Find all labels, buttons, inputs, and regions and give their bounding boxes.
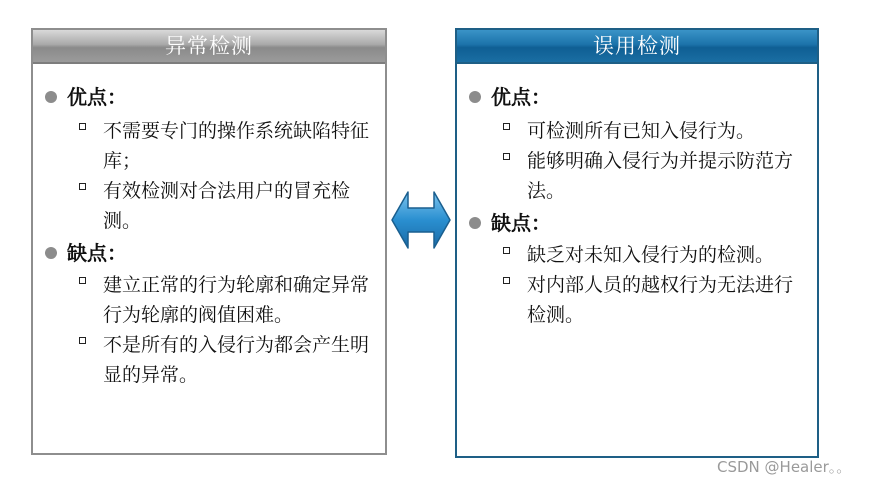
- misuse-cons-item: 对内部人员的越权行为无法进行检测。: [527, 270, 807, 330]
- bullet-dot-icon: [45, 91, 57, 103]
- misuse-pros-heading: 优点：: [469, 82, 817, 112]
- square-bullet-icon: [79, 337, 86, 344]
- misuse-pros-item: 可检测所有已知入侵行为。: [527, 116, 807, 146]
- square-bullet-icon: [503, 123, 510, 130]
- misuse-detection-panel: [455, 28, 819, 458]
- anomaly-cons-item: 建立正常的行为轮廓和确定异常行为轮廓的阀值困难。: [103, 270, 373, 330]
- misuse-detection-title: 误用检测: [457, 30, 817, 64]
- bullet-dot-icon: [469, 91, 481, 103]
- misuse-cons-item: 缺乏对未知入侵行为的检测。: [527, 240, 807, 270]
- anomaly-cons-item: 不是所有的入侵行为都会产生明显的异常。: [103, 330, 373, 390]
- misuse-cons-heading: 缺点：: [469, 208, 817, 238]
- square-bullet-icon: [503, 247, 510, 254]
- square-bullet-icon: [79, 123, 86, 130]
- bullet-dot-icon: [469, 217, 481, 229]
- anomaly-pros-item: 有效检测对合法用户的冒充检测。: [103, 176, 373, 236]
- square-bullet-icon: [79, 183, 86, 190]
- watermark: CSDN @Healer。。: [717, 458, 852, 476]
- anomaly-detection-panel: [31, 28, 387, 455]
- anomaly-cons-heading: 缺点：: [45, 238, 385, 268]
- anomaly-pros-heading: 优点：: [45, 82, 385, 112]
- square-bullet-icon: [79, 277, 86, 284]
- anomaly-pros-item: 不需要专门的操作系统缺陷特征库；: [103, 116, 373, 176]
- square-bullet-icon: [503, 277, 510, 284]
- double-arrow-icon: [390, 188, 452, 252]
- square-bullet-icon: [503, 153, 510, 160]
- anomaly-detection-title: 异常检测: [33, 30, 385, 64]
- bullet-dot-icon: [45, 247, 57, 259]
- misuse-pros-item: 能够明确入侵行为并提示防范方法。: [527, 146, 807, 206]
